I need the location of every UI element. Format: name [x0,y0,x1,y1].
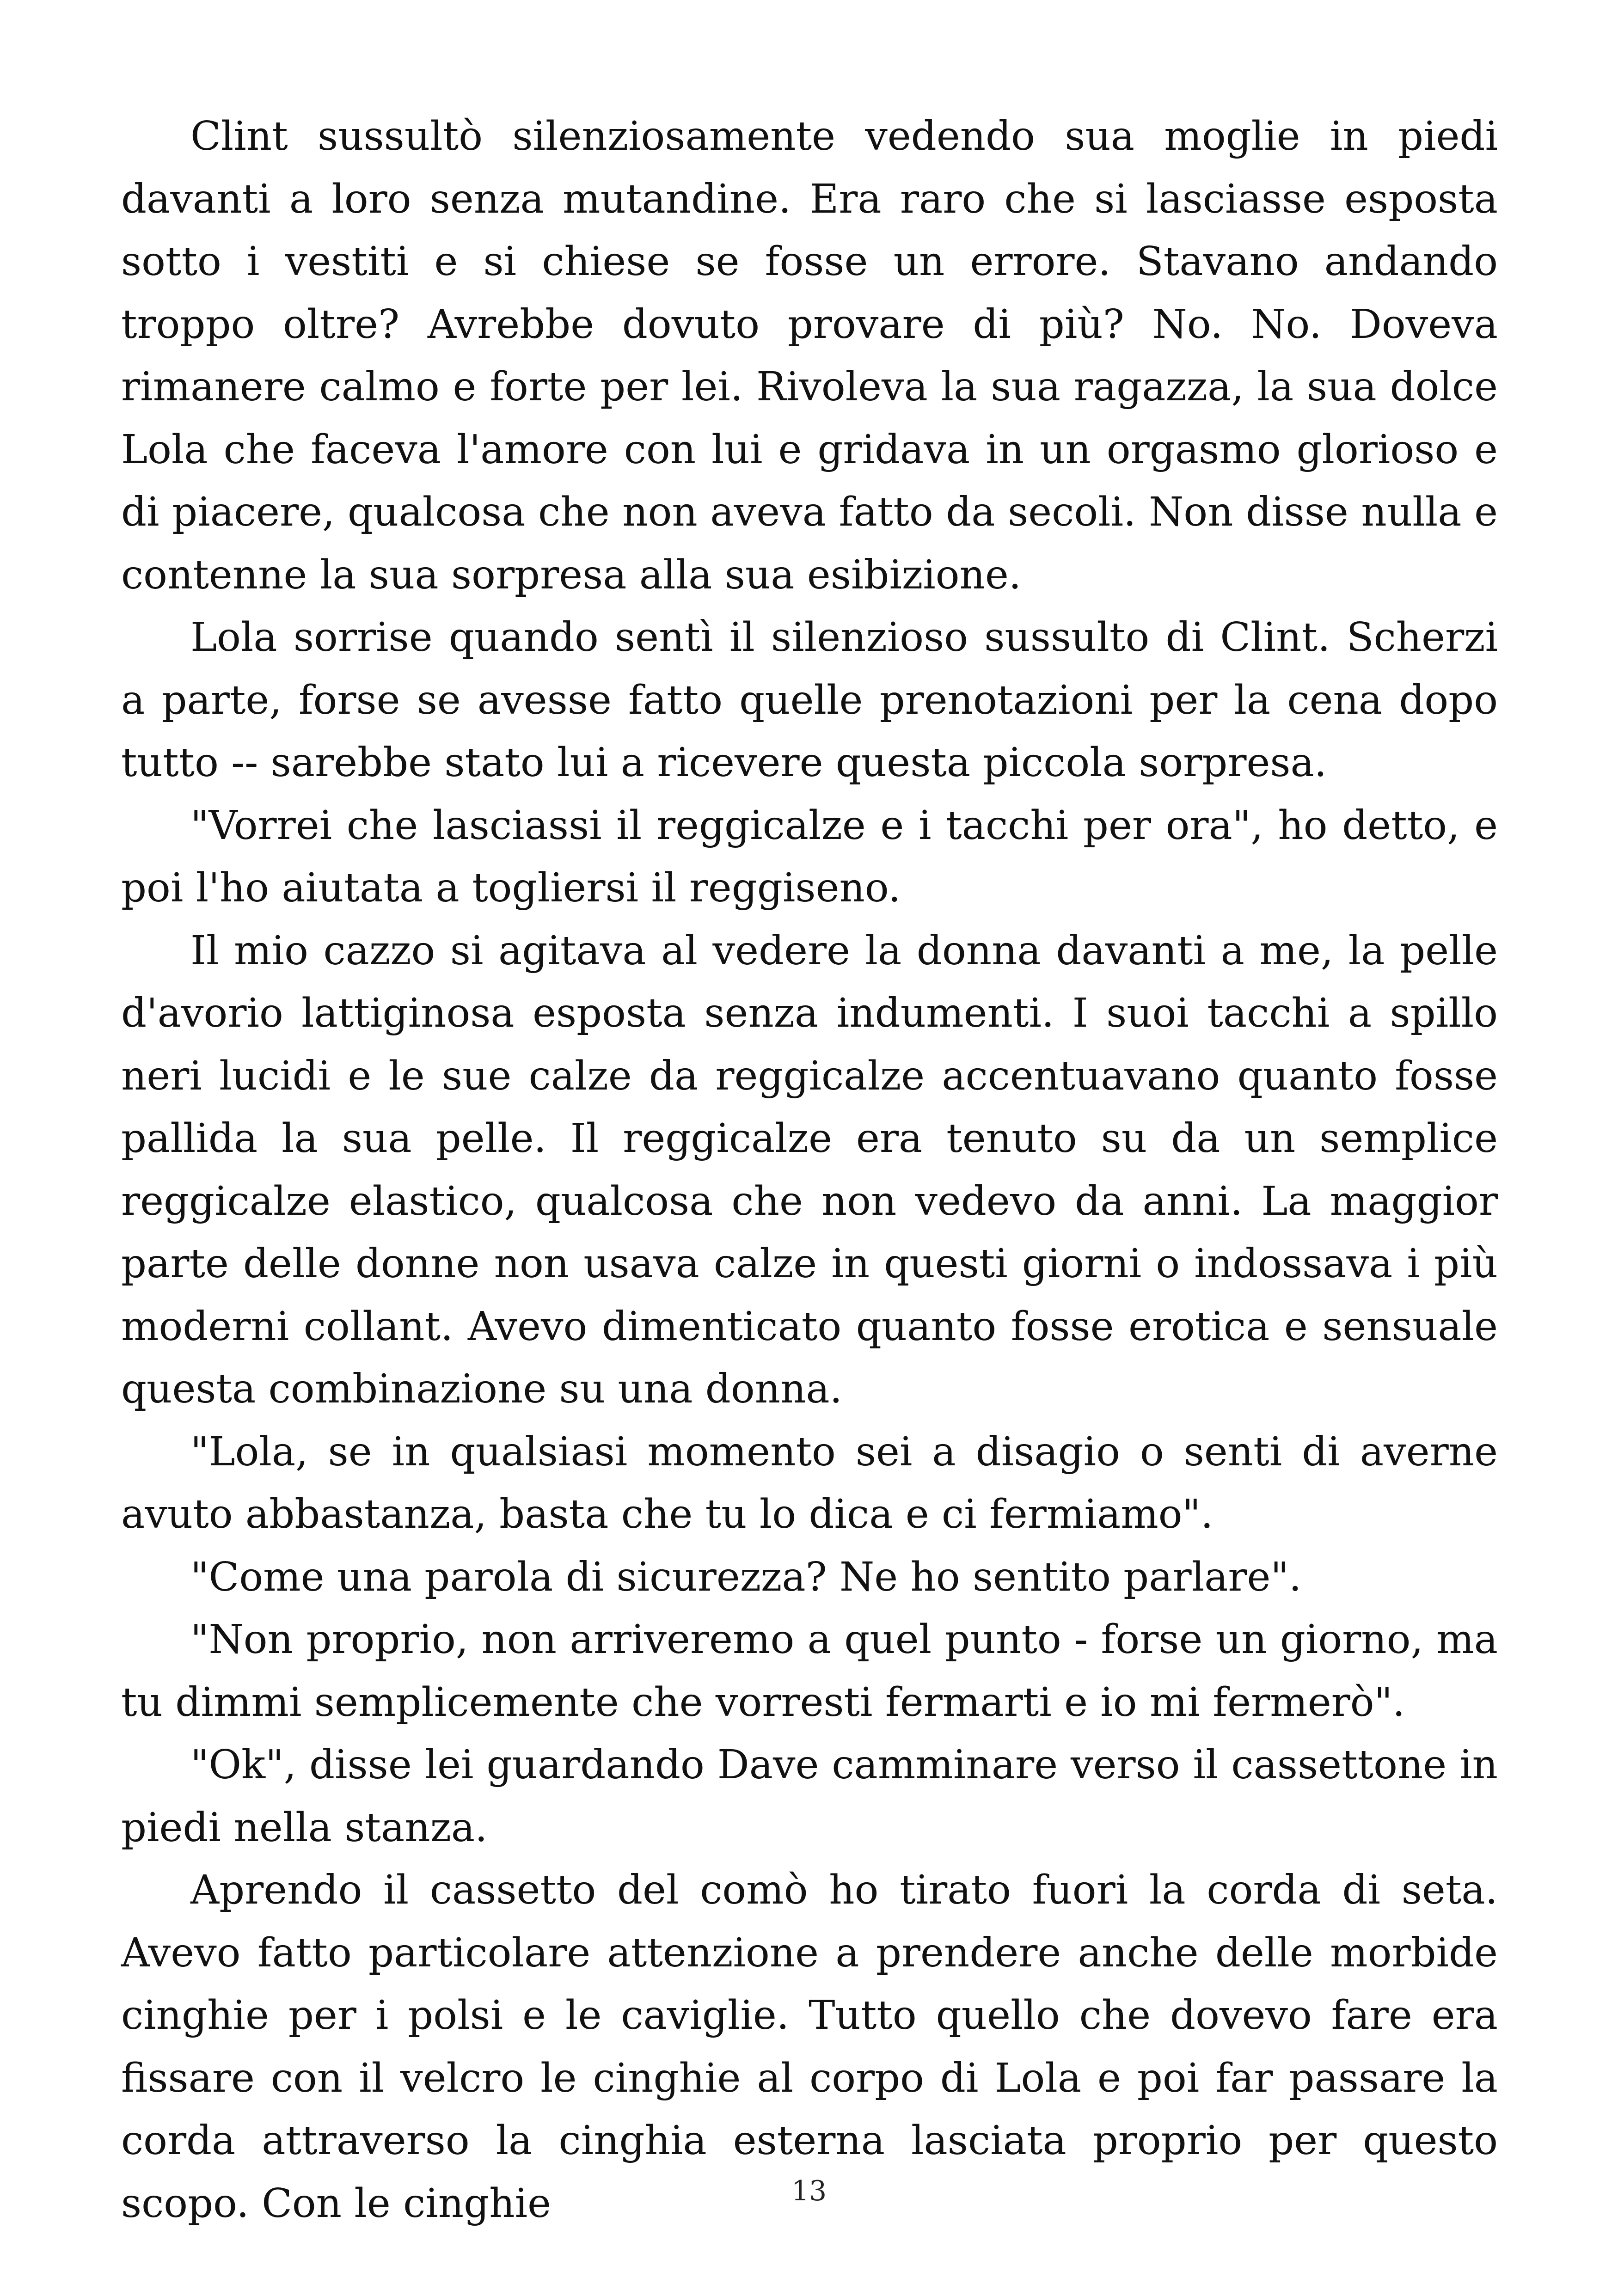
paragraph-8: "Ok", disse lei guardando Dave camminare verso il cassettone in piedi nella stanza. [121,1742,1498,1851]
page-number: 13 [791,2175,827,2207]
paragraph-5: "Lola, se in qualsiasi momento sei a disagio o senti di averne avuto abbastanza, basta che tu lo dica e ci fermiamo". [121,1428,1498,1537]
paragraph-4: Il mio cazzo si agitava al vedere la donna davanti a me, la pelle d'avorio lattiginosa esposta senza indumenti. I suoi tacchi a spillo neri lucidi e le sue calze da reggicalze accentuavano quanto fosse pallida la sua pelle. Il reggicalze era tenuto su da un semplice reggicalze elastico, qualcosa che non vedevo da anni. La maggior parte delle donne non usava calze in questi giorni o indossava i più moderni collant. Avevo dimenticato quanto fosse erotica e sensuale questa combinazione su una donna. [121,927,1498,1412]
paragraph-3: "Vorrei che lasciassi il reggicalze e i tacchi per ora", ho detto, e poi l'ho aiutata a togliersi il reggiseno. [121,802,1498,911]
paragraph-7: "Non proprio, non arriveremo a quel punto - forse un giorno, ma tu dimmi semplicemente che vorresti fermarti e io mi fermerò". [121,1616,1498,1726]
paragraph-2: Lola sorrise quando sentì il silenzioso sussulto di Clint. Scherzi a parte, forse se avesse fatto quelle prenotazioni per la cena dopo tutto -- sarebbe stato lui a ricevere questa piccola sorpresa. [121,614,1498,786]
paragraph-6: "Come una parola di sicurezza? Ne ho sentito parlare". [190,1554,1302,1600]
paragraph-9: Aprendo il cassetto del comò ho tirato fuori la corda di seta. Avevo fatto particolare attenzione a prendere anche delle morbide cinghie per i polsi e le caviglie. Tutto quello che dovevo fare era fissare con il velcro le cinghie al corpo di Lola e poi far passare la corda attraverso la cinghia esterna lasciata proprio per questo scopo. Con le cinghie [121,1867,1498,2227]
body-text [121,105,1498,2235]
paragraph-1: Clint sussultò silenziosamente vedendo sua moglie in piedi davanti a loro senza mutandine. Era raro che si lasciasse esposta sotto i vestiti e si chiese se fosse un errore. Stavano andando troppo oltre? Avrebbe dovuto provare di più? No. No. Doveva rimanere calmo e forte per lei. Rivoleva la sua ragazza, la sua dolce Lola che faceva l'amore con lui e gridava in un orgasmo glorioso e di piacere, qualcosa che non aveva fatto da secoli. Non disse nulla e contenne la sua sorpresa alla sua esibizione. [121,113,1498,598]
